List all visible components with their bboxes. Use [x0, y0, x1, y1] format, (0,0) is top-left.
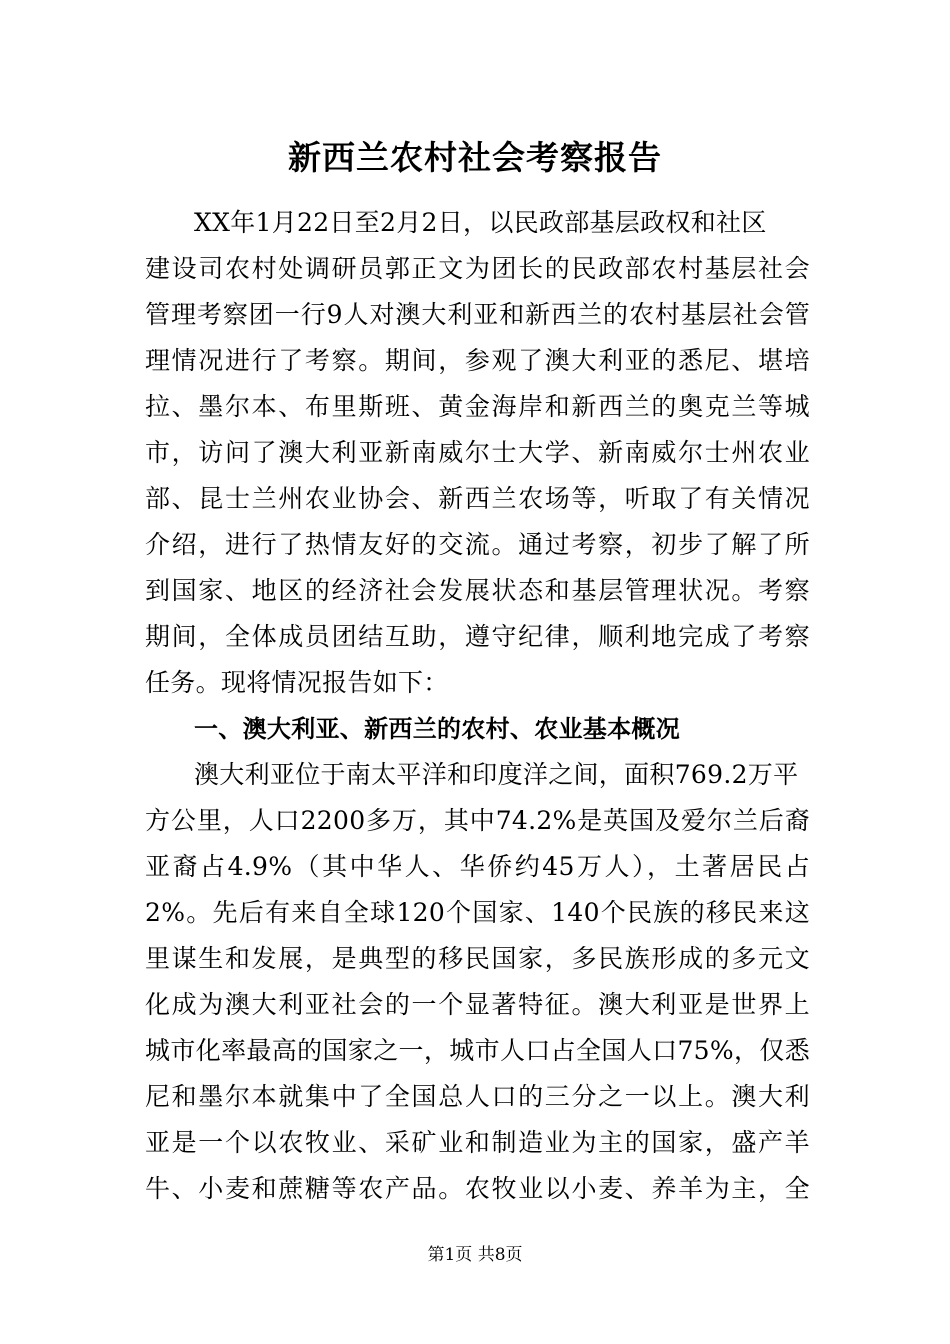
paragraph-2-line-8: 尼和墨尔本就集中了全国总人口的三分之一以上。澳大利 — [145, 1082, 810, 1111]
paragraph-1-line-8: 介绍，进行了热情友好的交流。通过考察，初步了解了所 — [145, 530, 810, 559]
paragraph-2-line-4: 2%。先后有来自全球120个国家、140个民族的移民来这 — [145, 898, 810, 927]
paragraph-1-line-2: 建设司农村处调研员郭正文为团长的民政部农村基层社会 — [145, 254, 810, 283]
document-title: 新西兰农村社会考察报告 — [288, 138, 662, 177]
paragraph-2-line-10: 牛、小麦和蔗糖等农产品。农牧业以小麦、养羊为主，全 — [145, 1174, 810, 1203]
paragraph-1-line-3: 管理考察团一行9人对澳大利亚和新西兰的农村基层社会管 — [145, 300, 810, 329]
paragraph-1-line-11: 任务。现将情况报告如下： — [145, 668, 449, 697]
paragraph-2-line-6: 化成为澳大利亚社会的一个显著特征。澳大利亚是世界上 — [145, 990, 810, 1019]
page-footer: 第1页 共8页 — [427, 1245, 523, 1265]
section-1-heading: 一、澳大利亚、新西兰的农村、农业基本概况 — [194, 715, 680, 743]
paragraph-1-line-4: 理情况进行了考察。期间，参观了澳大利亚的悉尼、堪培 — [145, 346, 810, 375]
paragraph-1-line-7: 部、昆士兰州农业协会、新西兰农场等，听取了有关情况 — [145, 484, 810, 513]
paragraph-2-line-5: 里谋生和发展，是典型的移民国家，多民族形成的多元文 — [145, 944, 810, 973]
paragraph-2-line-3: 亚裔占4.9%（其中华人、华侨约45万人），土著居民占 — [145, 852, 810, 881]
paragraph-2-line-9: 亚是一个以农牧业、采矿业和制造业为主的国家，盛产羊 — [145, 1128, 810, 1157]
paragraph-1-line-10: 期间，全体成员团结互助，遵守纪律，顺利地完成了考察 — [145, 622, 810, 651]
paragraph-2-line-1: 澳大利亚位于南太平洋和印度洋之间，面积769.2万平 — [194, 760, 799, 789]
paragraph-1-line-6: 市，访问了澳大利亚新南威尔士大学、新南威尔士州农业 — [145, 438, 810, 467]
paragraph-1-line-5: 拉、墨尔本、布里斯班、黄金海岸和新西兰的奥克兰等城 — [145, 392, 810, 421]
paragraph-2-line-2: 方公里，人口2200多万，其中74.2%是英国及爱尔兰后裔 — [145, 806, 810, 835]
paragraph-1-line-9: 到国家、地区的经济社会发展状态和基层管理状况。考察 — [145, 576, 810, 605]
paragraph-2-line-7: 城市化率最高的国家之一，城市人口占全国人口75%，仅悉 — [145, 1036, 810, 1065]
paragraph-1-line-1: XX年1月22日至2月2日，以民政部基层政权和社区 — [194, 208, 767, 237]
